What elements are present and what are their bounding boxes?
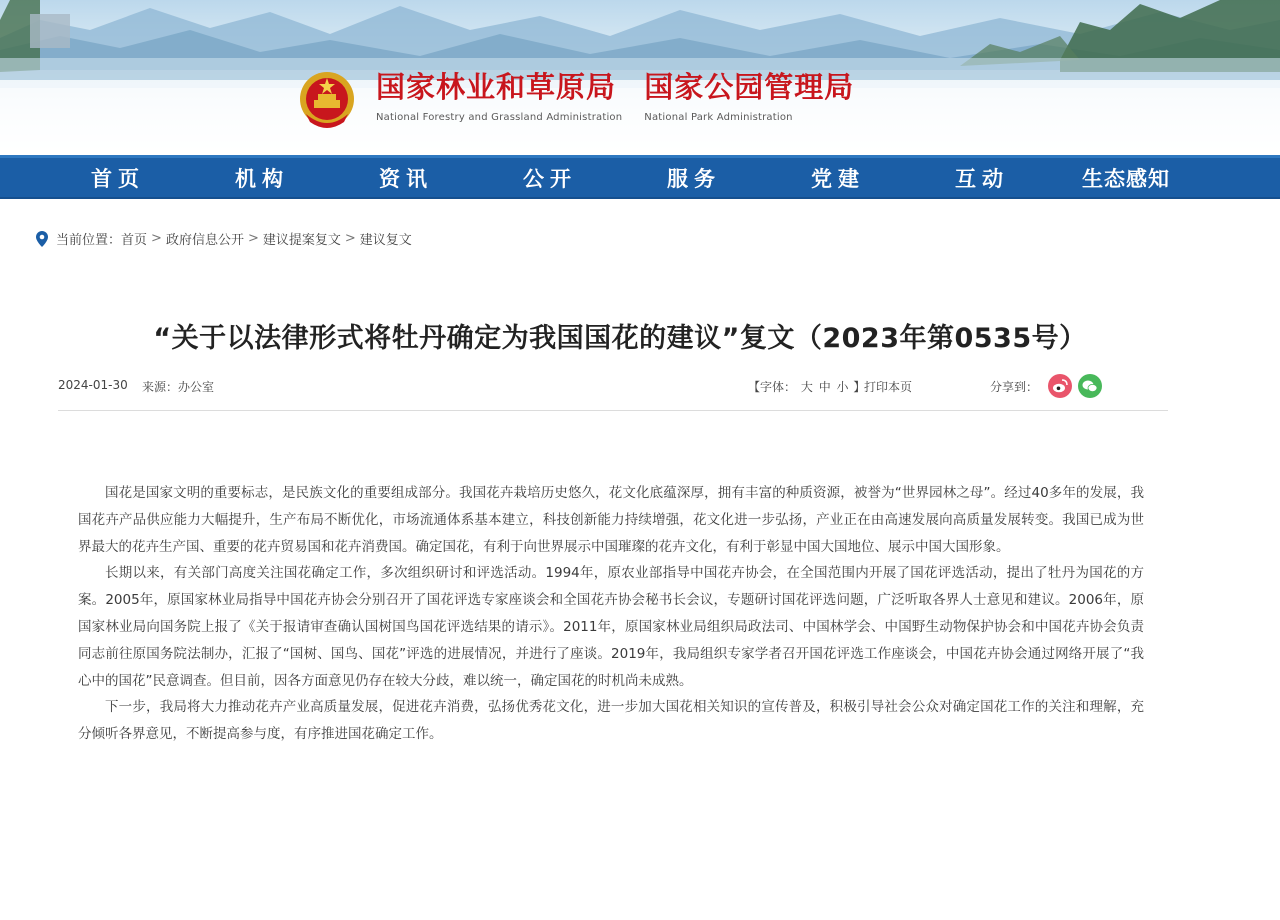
article-title: “关于以法律形式将牡丹确定为我国国花的建议”复文（2023年第0535号） — [153, 323, 1087, 354]
font-size-large[interactable]: 大 — [800, 380, 813, 394]
national-emblem-icon — [298, 70, 356, 132]
article-source: 来源：办公室 — [142, 380, 215, 394]
org-forestry-english: National Forestry and Grassland Administration — [376, 112, 623, 123]
nav-party[interactable]: 党建 — [811, 166, 865, 191]
main-nav — [0, 155, 1280, 199]
font-size-label-close: 】 — [853, 380, 866, 394]
nav-ecology[interactable]: 生态感知 — [1082, 166, 1170, 191]
org-forestry-name: 国家林业和草原局 — [376, 70, 617, 104]
breadcrumb-separator: > — [247, 231, 259, 246]
nav-news[interactable]: 资讯 — [379, 166, 433, 191]
wechat-icon[interactable] — [1078, 374, 1102, 398]
location-pin-icon — [36, 231, 48, 247]
font-size-medium[interactable]: 中 — [818, 380, 831, 394]
header-banner — [0, 0, 1280, 155]
org-park — [644, 68, 854, 123]
breadcrumb-proposal-replies[interactable]: 建议提案复文 — [262, 233, 341, 248]
org-park-name: 国家公园管理局 — [644, 70, 855, 104]
article-paragraph: 长期以来，有关部门高度关注国花确定工作，多次组织研讨和评选活动。1994年，原农业部指导中国花卉协会，在全国范围内开展了国花评选活动，提出了牡丹为国花的方案。2005年，原国家林业局指导中国花卉协会分别召开了国花评选专家座谈会和全国花卉协会秘书长会议，专题研讨国花评选问题，广泛听取各界人士意见和建议。2006年，原国家林业局向国务院上报了《关于报请审查确认国树国鸟国花评选结果的请示》。2011年，原国家林业局组织局政法司、中国林学会、中国野生动物保护协会和中国花卉协会负责同志前往原国务院法制办，汇报了“国树、国鸟、国花”评选的进展情况，并进行了座谈。2019年，我局组织专家学者召开国花评选工作座谈会，中国花卉协会通过网络开展了“我心中的国花”民意调查。但目前，因各方面意见仍存在较大分歧，难以统一，确定国花的时机尚未成熟。 — [78, 565, 1144, 689]
nav-disclosure[interactable]: 公开 — [523, 166, 577, 191]
org-park-english: National Park Administration — [644, 112, 793, 123]
font-size-small[interactable]: 小 — [836, 380, 849, 394]
org-forestry — [376, 68, 622, 123]
nav-interaction[interactable]: 互动 — [955, 166, 1009, 191]
font-size-control — [748, 378, 865, 395]
breadcrumb-separator: > — [344, 231, 356, 246]
breadcrumb — [36, 229, 412, 248]
breadcrumb-separator: > — [151, 231, 162, 246]
breadcrumb-label: 当前位置： — [56, 233, 122, 248]
article-date: 2024-01-30 — [58, 378, 128, 392]
weibo-icon[interactable] — [1048, 374, 1072, 398]
article-body — [78, 480, 1144, 748]
nav-services[interactable]: 服务 — [667, 166, 721, 191]
breadcrumb-gov-info[interactable]: 政府信息公开 — [165, 233, 244, 248]
article-meta — [58, 374, 1168, 398]
meta-divider — [58, 410, 1168, 411]
nav-home[interactable]: 首页 — [91, 166, 145, 191]
site-brand[interactable] — [298, 68, 876, 138]
share-label: 分享到： — [990, 380, 1039, 394]
breadcrumb-suggestion-replies[interactable]: 建议复文 — [359, 233, 412, 248]
print-link[interactable]: 打印本页 — [864, 380, 913, 394]
breadcrumb-home[interactable]: 首页 — [121, 233, 148, 248]
article-paragraph: 下一步，我局将大力推动花卉产业高质量发展，促进花卉消费，弘扬优秀花文化，进一步加大国花相关知识的宣传普及，积极引导社会公众对确定国花工作的关注和理解，充分倾听各界意见，不断提高参与度，有序推进国花确定工作。 — [78, 699, 1144, 743]
article-paragraph: 国花是国家文明的重要标志，是民族文化的重要组成部分。我国花卉栽培历史悠久，花文化底蕴深厚，拥有丰富的种质资源，被誉为“世界园林之母”。经过40多年的发展，我国花卉产品供应能力大幅提升，生产布局不断优化，市场流通体系基本建立，科技创新能力持续增强，花文化进一步弘扬，产业正在由高速发展向高质量发展转变。我国已成为世界最大的花卉生产国、重要的花卉贸易国和花卉消费国。确定国花，有利于向世界展示中国璀璨的花卉文化，有利于彰显中国大国地位、展示中国大国形象。 — [78, 485, 1144, 555]
font-size-label: 【字体： — [748, 380, 797, 394]
nav-institutions[interactable]: 机构 — [235, 166, 289, 191]
